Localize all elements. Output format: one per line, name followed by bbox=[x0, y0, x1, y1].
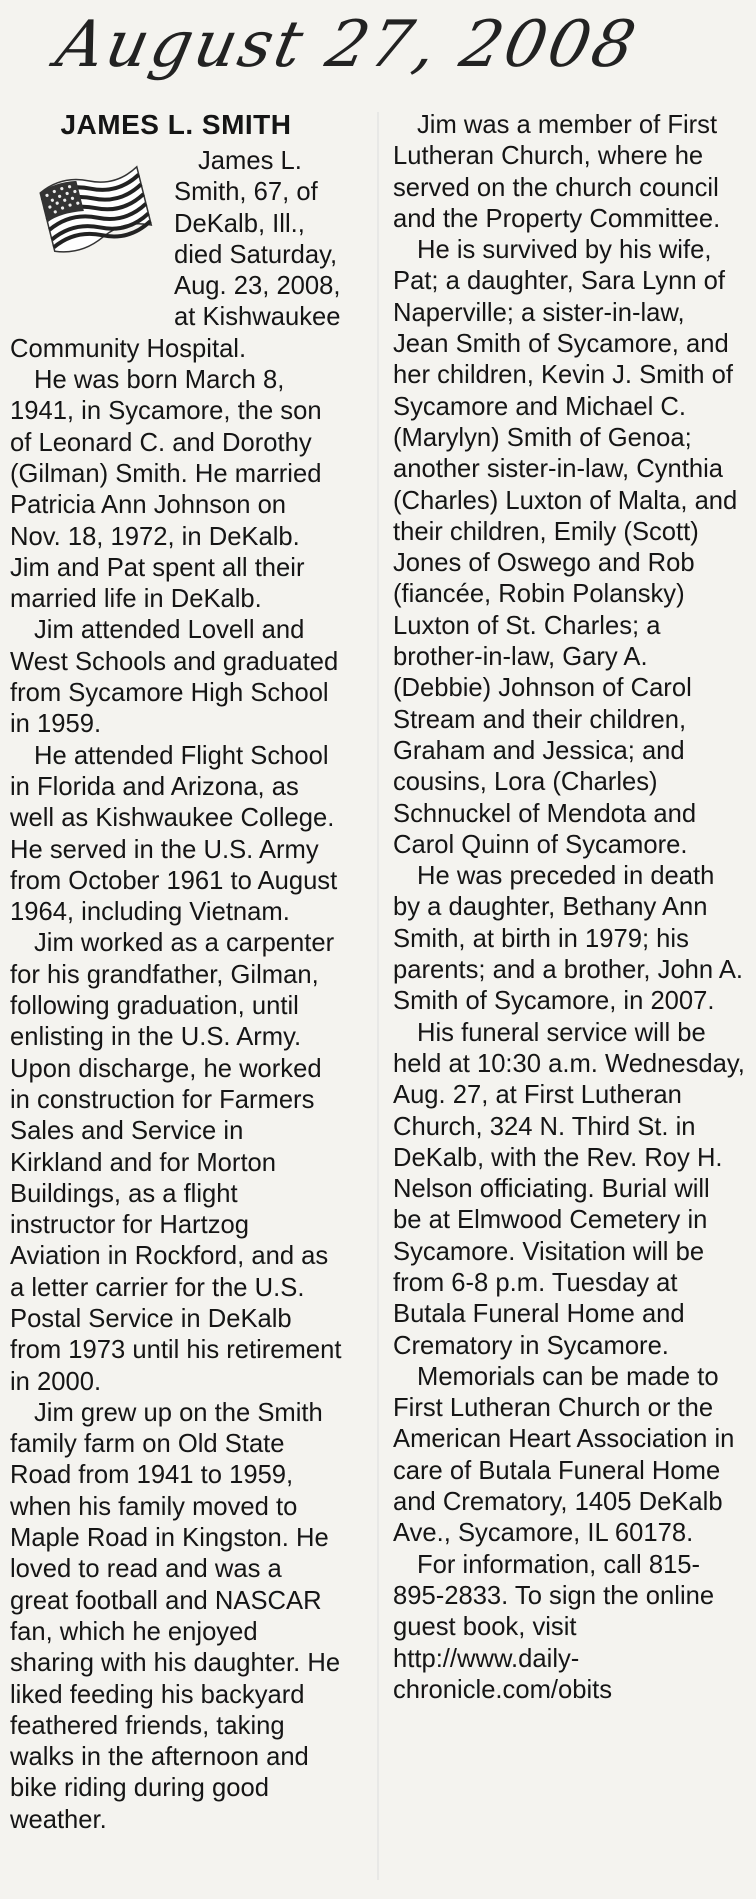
left-column bbox=[10, 110, 342, 1836]
obituary-paragraph: James L. Smith, 67, of DeKalb, Ill., died Saturday, Aug. 23, 2008, at Kishwaukee Community Hospital. bbox=[10, 147, 341, 363]
obituary-headline: JAMES L. SMITH bbox=[60, 109, 292, 140]
obituary-paragraph: Jim grew up on the Smith family farm on Old State Road from 1941 to 1959, when his family moved to Maple Road in Kingston. He loved to read and was a great football and NASCAR fan, which he enjoyed sharing with his daughter. He liked feeding his backyard feathered friends, taking walks in the afternoon and bike riding during good weather. bbox=[10, 1398, 341, 1834]
obituary-paragraph: Memorials can be made to First Lutheran Church or the American Heart Association in care of Butala Funeral Home and Crematory, 1405 DeKalb Ave., Sycamore, IL 60178. bbox=[393, 1362, 735, 1548]
obituary-paragraph: He was born March 8, 1941, in Sycamore, the son of Leonard C. and Dorothy (Gilman) Smith. He married Patricia Ann Johnson on Nov. 18, 1972, in DeKalb. Jim and Pat spent all their married life in DeKalb. bbox=[10, 366, 322, 614]
obituary-paragraph: For information, call 815-895-2833. To sign the online guest book, visit http://www.daily-chronicle.com/obits bbox=[393, 1550, 715, 1704]
handwritten-date: August 27, 2008 bbox=[50, 8, 645, 82]
obituary-paragraph: Jim worked as a carpenter for his grandfather, Gilman, following graduation, until enlisting in the U.S. Army. Upon discharge, he worked in construction for Farmers Sales and Service in Kirkland and for Morton Buildings, as a flight instructor for Hartzog Aviation in Rockford, and as a letter carrier for the U.S. Postal Service in DeKalb from 1973 until his retirement in 2000. bbox=[10, 929, 342, 1396]
american-flag-icon bbox=[10, 146, 170, 316]
obituary-paragraph: Jim attended Lovell and West Schools and graduated from Sycamore High School in 1959. bbox=[10, 616, 339, 739]
right-column bbox=[393, 110, 745, 1706]
obituary-paragraph: He was preceded in death by a daughter, Bethany Ann Smith, at birth in 1979; his parents; and a brother, John A. Smith of Sycamore, in 2007. bbox=[393, 862, 744, 1016]
obituary-paragraph: He attended Flight School in Florida and Arizona, as well as Kishwaukee College. He served in the U.S. Army from October 1961 to August 1964, including Vietnam. bbox=[10, 741, 338, 927]
obituary-paragraph: He is survived by his wife, Pat; a daughter, Sara Lynn of Naperville; a sister-in-law, Jean Smith of Sycamore, and her children, Kevin J. Smith of Sycamore and Michael C. (Marylyn) Smith of Genoa; another sister-in-law, Cynthia (Charles) Luxton of Malta, and their children, Emily (Scott) Jones of Oswego and Rob (fiancée, Robin Polansky) Luxton of St. Charles; a brother-in-law, Gary A. (Debbie) Johnson of Carol Stream and their children, Graham and Jessica; and cousins, Lora (Charles) Schnuckel of Mendota and Carol Quinn of Sycamore. bbox=[393, 236, 738, 859]
obituary-paragraph: Jim was a member of First Lutheran Church, where he served on the church council and the Property Committee. bbox=[393, 111, 721, 233]
obituary-paragraph: His funeral service will be held at 10:30 a.m. Wednesday, Aug. 27, at First Lutheran Church, 324 N. Third St. in DeKalb, with the Rev. Roy H. Nelson officiating. Burial will be at Elmwood Cemetery in Sycamore. Visitation will be from 6-8 p.m. Tuesday at Butala Funeral Home and Crematory in Sycamore. bbox=[393, 1018, 745, 1360]
